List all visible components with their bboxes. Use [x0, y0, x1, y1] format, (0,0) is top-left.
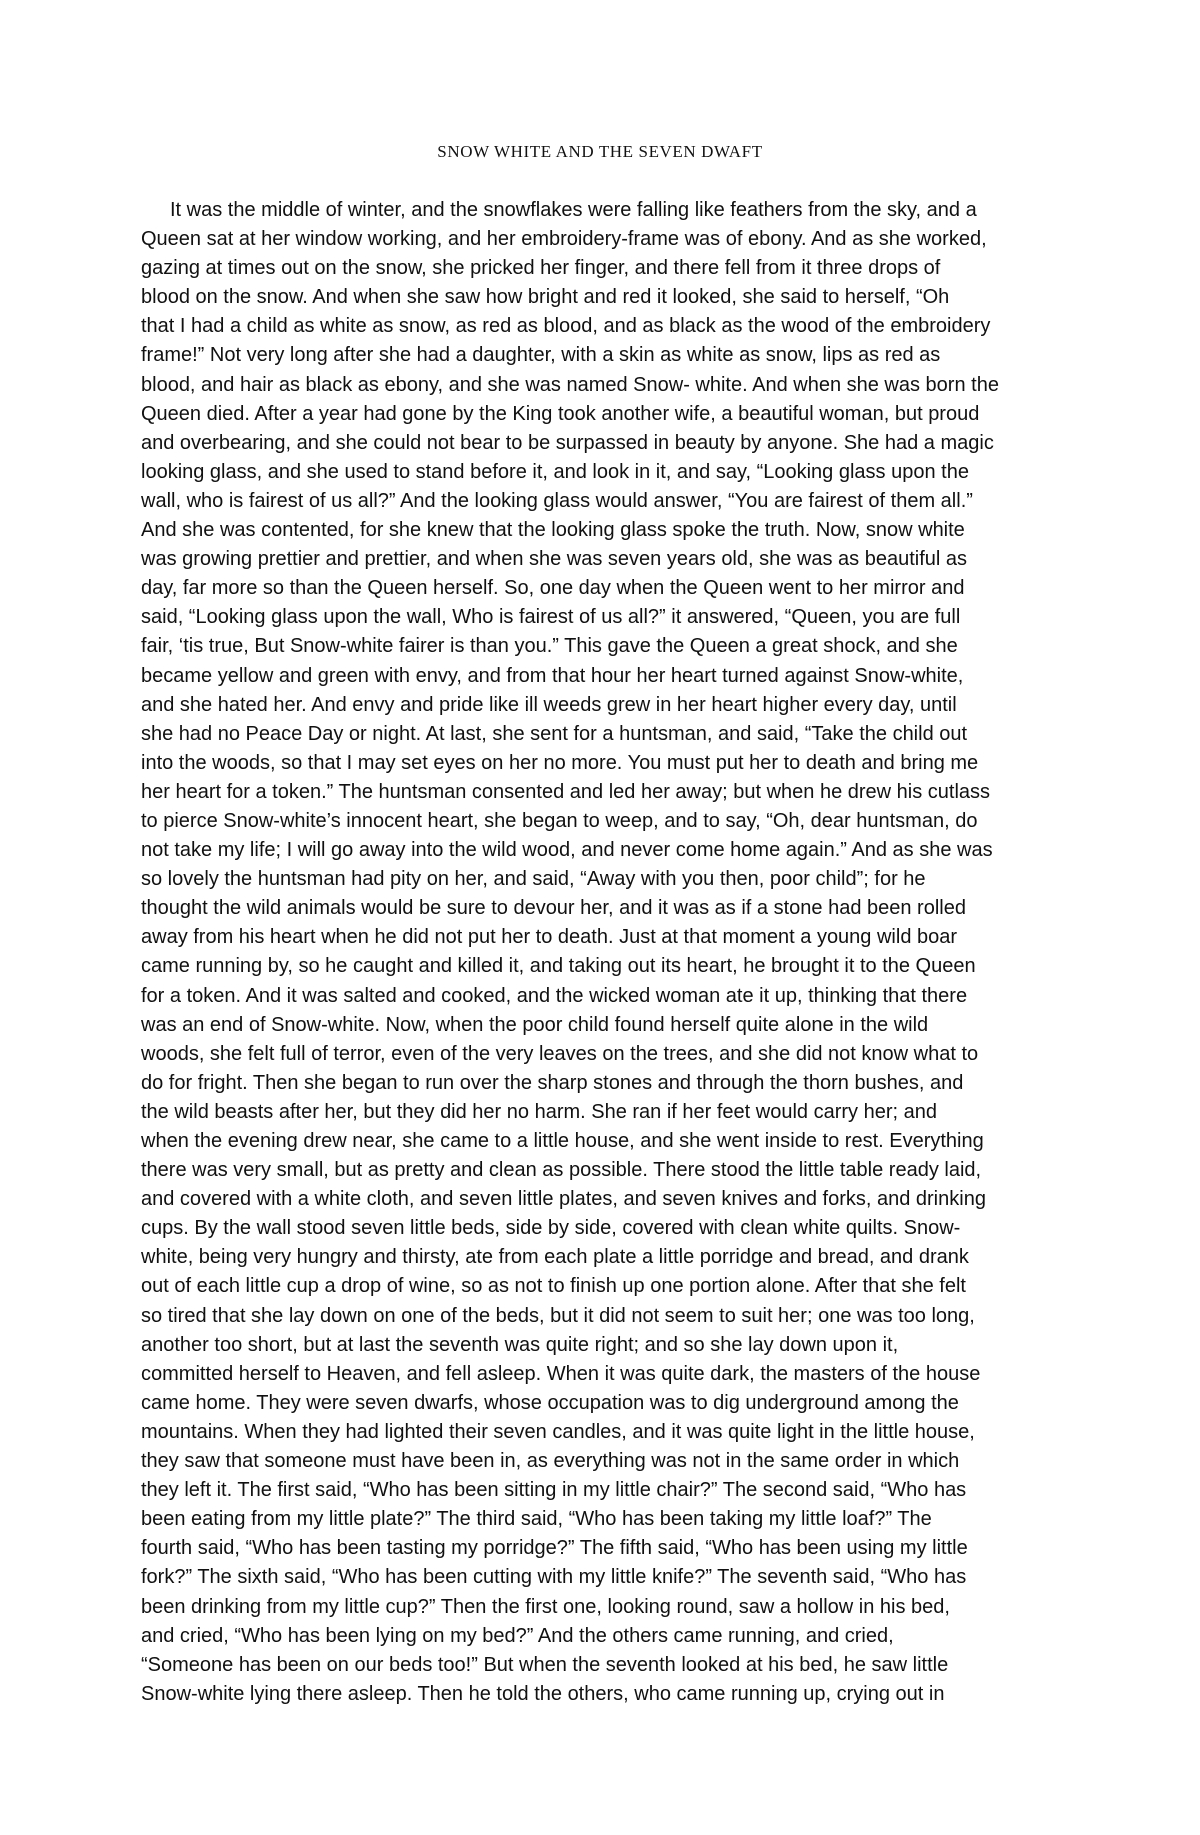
- text-line: they left it. The first said, “Who has been sitting in my little chair?” The second said, “Who has: [141, 1479, 967, 1502]
- text-line: And she was contented, for she knew that the looking glass spoke the truth. Now, snow white: [141, 519, 965, 542]
- story-paragraph: [141, 196, 1061, 1709]
- text-line: that I had a child as white as snow, as red as blood, and as black as the wood of the embroidery: [141, 315, 991, 338]
- text-line: and cried, “Who has been lying on my bed?” And the others came running, and cried,: [141, 1624, 894, 1647]
- text-line: came running by, so he caught and killed it, and taking out its heart, he brought it to the Queen: [141, 955, 976, 978]
- text-line: white, being very hungry and thirsty, ate from each plate a little porridge and bread, and drank: [141, 1246, 969, 1269]
- text-line: looking glass, and she used to stand before it, and look in it, and say, “Looking glass upon the: [141, 460, 969, 483]
- text-line: wall, who is fairest of us all?” And the looking glass would answer, “You are fairest of them all.”: [141, 489, 973, 512]
- text-line: not take my life; I will go away into the wild wood, and never come home again.” And as she was: [141, 839, 993, 862]
- text-line: she had no Peace Day or night. At last, she sent for a huntsman, and said, “Take the child out: [141, 722, 968, 745]
- text-line: became yellow and green with envy, and from that hour her heart turned against Snow-white,: [141, 664, 964, 687]
- document-title: SNOW WHITE AND THE SEVEN DWAFT: [437, 142, 763, 161]
- text-line: so tired that she lay down on one of the beds, but it did not seem to suit her; one was too long,: [141, 1304, 975, 1327]
- text-line: fair, ‘tis true, But Snow-white fairer is than you.” This gave the Queen a great shock, and she: [141, 635, 958, 658]
- text-line: committed herself to Heaven, and fell asleep. When it was quite dark, the masters of the house: [141, 1362, 981, 1385]
- text-line: fork?” The sixth said, “Who has been cutting with my little knife?” The seventh said, “Who has: [141, 1566, 967, 1589]
- text-line: said, “Looking glass upon the wall, Who is fairest of us all?” it answered, “Queen, you are full: [141, 606, 961, 629]
- text-line: and overbearing, and she could not bear to be surpassed in beauty by anyone. She had a magic: [141, 431, 994, 454]
- text-line: been drinking from my little cup?” Then the first one, looking round, saw a hollow in his bed,: [141, 1595, 950, 1618]
- text-line: was an end of Snow-white. Now, when the poor child found herself quite alone in the wild: [141, 1013, 929, 1036]
- text-line: do for fright. Then she began to run over the sharp stones and through the thorn bushes, and: [141, 1071, 964, 1094]
- text-line: when the evening drew near, she came to a little house, and she went inside to rest. Everything: [141, 1130, 984, 1152]
- text-line: and covered with a white cloth, and seven little plates, and seven knives and forks, and drinking: [141, 1188, 986, 1211]
- text-line: fourth said, “Who has been tasting my porridge?” The fifth said, “Who has been using my little: [141, 1537, 968, 1560]
- text-line: so lovely the huntsman had pity on her, and said, “Away with you then, poor child”; for he: [141, 868, 926, 891]
- text-line: Queen died. After a year had gone by the King took another wife, a beautiful woman, but proud: [141, 402, 980, 425]
- text-line: another too short, but at last the seventh was quite right; and so she lay down upon it,: [141, 1333, 899, 1356]
- text-line: woods, she felt full of terror, even of the very leaves on the trees, and she did not know what to: [141, 1042, 979, 1065]
- text-line: into the woods, so that I may set eyes on her no more. You must put her to death and bring me: [141, 751, 979, 774]
- text-line: for a token. And it was salted and cooked, and the wicked woman ate it up, thinking that there: [141, 984, 968, 1007]
- text-line: Snow-white lying there asleep. Then he told the others, who came running up, crying out in: [141, 1682, 945, 1705]
- text-line: frame!” Not very long after she had a daughter, with a skin as white as snow, lips as red as: [141, 344, 941, 367]
- text-line: day, far more so than the Queen herself. So, one day when the Queen went to her mirror and: [141, 577, 965, 600]
- text-line: “Someone has been on our beds too!” But when the seventh looked at his bed, he saw little: [141, 1653, 949, 1676]
- text-line: and she hated her. And envy and pride like ill weeds grew in her heart higher every day, until: [141, 693, 957, 716]
- text-line: they saw that someone must have been in, as everything was not in the same order in which: [141, 1450, 960, 1473]
- text-line: came home. They were seven dwarfs, whose occupation was to dig underground among the: [141, 1391, 959, 1414]
- text-line: was growing prettier and prettier, and when she was seven years old, she was as beautiful as: [141, 548, 968, 571]
- text-line: blood on the snow. And when she saw how bright and red it looked, she said to herself, “Oh: [141, 286, 950, 309]
- text-line: the wild beasts after her, but they did her no harm. She ran if her feet would carry her; and: [141, 1100, 937, 1123]
- text-line: been eating from my little plate?” The third said, “Who has been taking my little loaf?” The: [141, 1508, 932, 1531]
- text-line: her heart for a token.” The huntsman consented and led her away; but when he drew his cutlass: [141, 780, 991, 803]
- text-line: blood, and hair as black as ebony, and she was named Snow- white. And when she was born the: [141, 373, 999, 396]
- text-line: cups. By the wall stood seven little beds, side by side, covered with clean white quilts. Snow-: [141, 1217, 961, 1240]
- text-line: mountains. When they had lighted their seven candles, and it was quite light in the little house,: [141, 1420, 975, 1443]
- text-line: out of each little cup a drop of wine, so as not to finish up one portion alone. After that she felt: [141, 1275, 966, 1298]
- text-line: gazing at times out on the snow, she pricked her finger, and there fell from it three drops of: [141, 257, 941, 280]
- text-line: away from his heart when he did not put her to death. Just at that moment a young wild boar: [141, 926, 958, 949]
- text-line: Queen sat at her window working, and her embroidery-frame was of ebony. And as she worked,: [141, 228, 987, 251]
- text-line: It was the middle of winter, and the snowflakes were falling like feathers from the sky, and a: [170, 199, 977, 221]
- text-line: there was very small, but as pretty and clean as possible. There stood the little table ready laid,: [141, 1159, 982, 1182]
- text-line: to pierce Snow-white’s innocent heart, she began to weep, and to say, “Oh, dear huntsman, do: [141, 809, 978, 832]
- text-line: thought the wild animals would be sure to devour her, and it was as if a stone had been rolled: [141, 897, 966, 920]
